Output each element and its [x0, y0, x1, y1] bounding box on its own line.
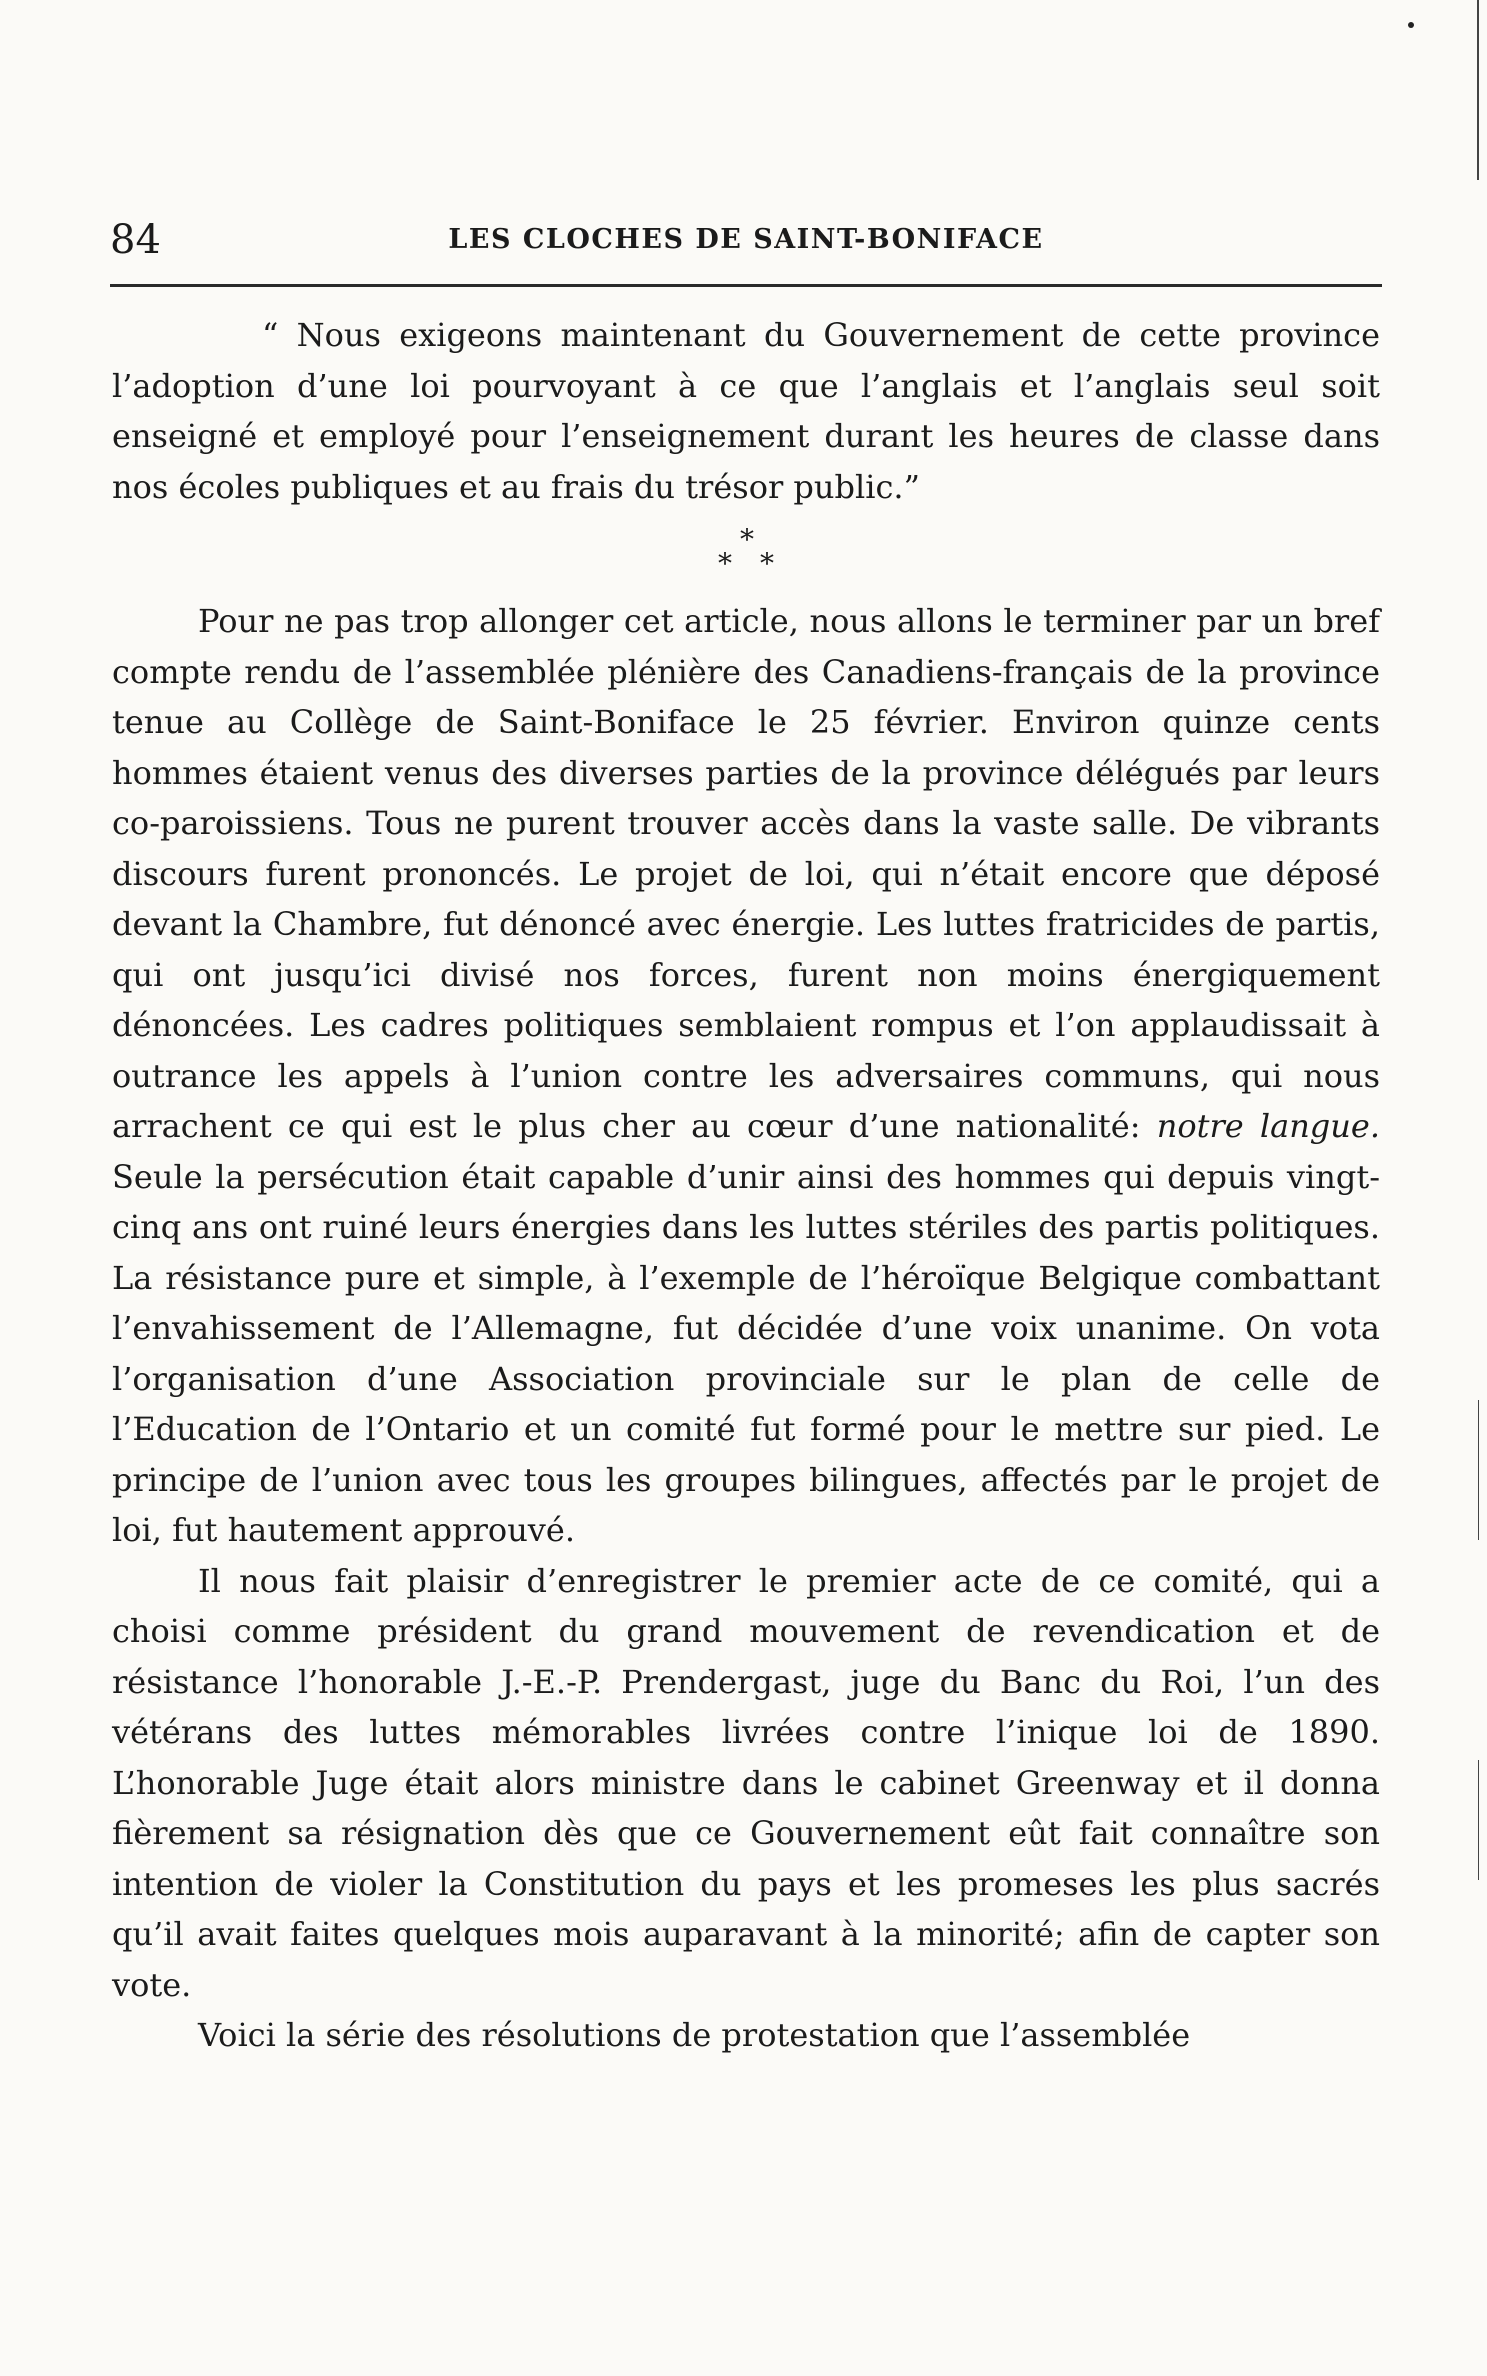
- paragraph-text: Pour ne pas trop allonger cet article, nous allons le terminer par un bref compte rendu de l’assemblée plénière des Canadiens-français de la province tenue au Collège de Saint-Boniface le 25 février. Environ quinze cents hommes étaient venus des diverses parties de la province délégués par leurs co-paroissiens. Tous ne purent trouver accès dans la vaste salle. De vibrants discours furent prononcés. Le projet de loi, qui n’était encore que déposé devant la Chambre, fut dénoncé avec énergie. Les luttes fratricides de partis, qui ont jusqu’ici divisé nos forces, furent non moins énergiquement dénoncées. Les cadres politiques semblaient rompus et l’on applaudissait à outrance les appels à l’union contre les adversaires communs, qui nous arrachent ce qui est le plus cher au cœur d’une nationalité:: [112, 602, 1380, 1145]
- page-header: [110, 212, 1382, 268]
- page-number: 84: [110, 217, 161, 263]
- paragraph-text: Seule la persécution était capable d’unir ainsi des hommes qui depuis vingt-cinq ans ont ruiné leurs énergies dans les luttes stériles des partis politiques. La résistance pure et simple, à l’exemple de l’héroïque Belgique combattant l’envahissement de l’Allemagne, fut décidée d’une voix unanime. On vota l’organisation d’une Association provinciale sur le plan de celle de l’Education de l’Ontario et un comité fut formé pour le mettre sur pied. Le principe de l’union avec tous les groupes bilingues, affectés par le projet de loi, fut hautement approuvé.: [112, 1157, 1380, 1549]
- page-edge-mark: [1478, 1760, 1479, 1880]
- page-edge-mark: [1477, 0, 1479, 180]
- asterism-star: *: [740, 523, 754, 556]
- quoted-resolution: [112, 310, 1380, 512]
- page-speck: [1408, 22, 1414, 28]
- asterism-star: *: [718, 547, 732, 580]
- page-edge-mark: [1478, 1400, 1479, 1540]
- running-title: LES CLOCHES DE SAINT-BONIFACE: [448, 224, 1044, 255]
- paragraph-assembly-report: [112, 596, 1380, 1556]
- quote-text: “ Nous exigeons maintenant du Gouvernement de cette province l’adoption d’une loi pourvoyant à ce que l’anglais et l’anglais seul soit enseigné et employé pour l’enseignement durant les heures de classe dans nos écoles publiques et au frais du trésor public.”: [112, 316, 1380, 506]
- header-rule: [110, 284, 1382, 287]
- body-text: [112, 310, 1380, 2061]
- italic-phrase: notre langue.: [1156, 1107, 1381, 1145]
- asterism-star: *: [760, 547, 774, 580]
- asterism: [112, 516, 1380, 590]
- paragraph-committee: Il nous fait plaisir d’enregistrer le premier acte de ce comité, qui a choisi comme président du grand mouvement de revendication et de résistance l’honorable J.-E.-P. Prendergast, juge du Banc du Roi, l’un des vétérans des luttes mémorables livrées contre l’inique loi de 1890. L’honorable Juge était alors ministre dans le cabinet Greenway et il donna fièrement sa résignation dès que ce Gouvernement eût fait connaître son intention de violer la Constitution du pays et les promeses les plus sacrés qu’il avait faites quelques mois auparavant à la minorité; afin de capter son vote.: [112, 1561, 1380, 2004]
- paragraph-resolutions-intro: Voici la série des résolutions de protestation que l’assemblée: [198, 2016, 1191, 2054]
